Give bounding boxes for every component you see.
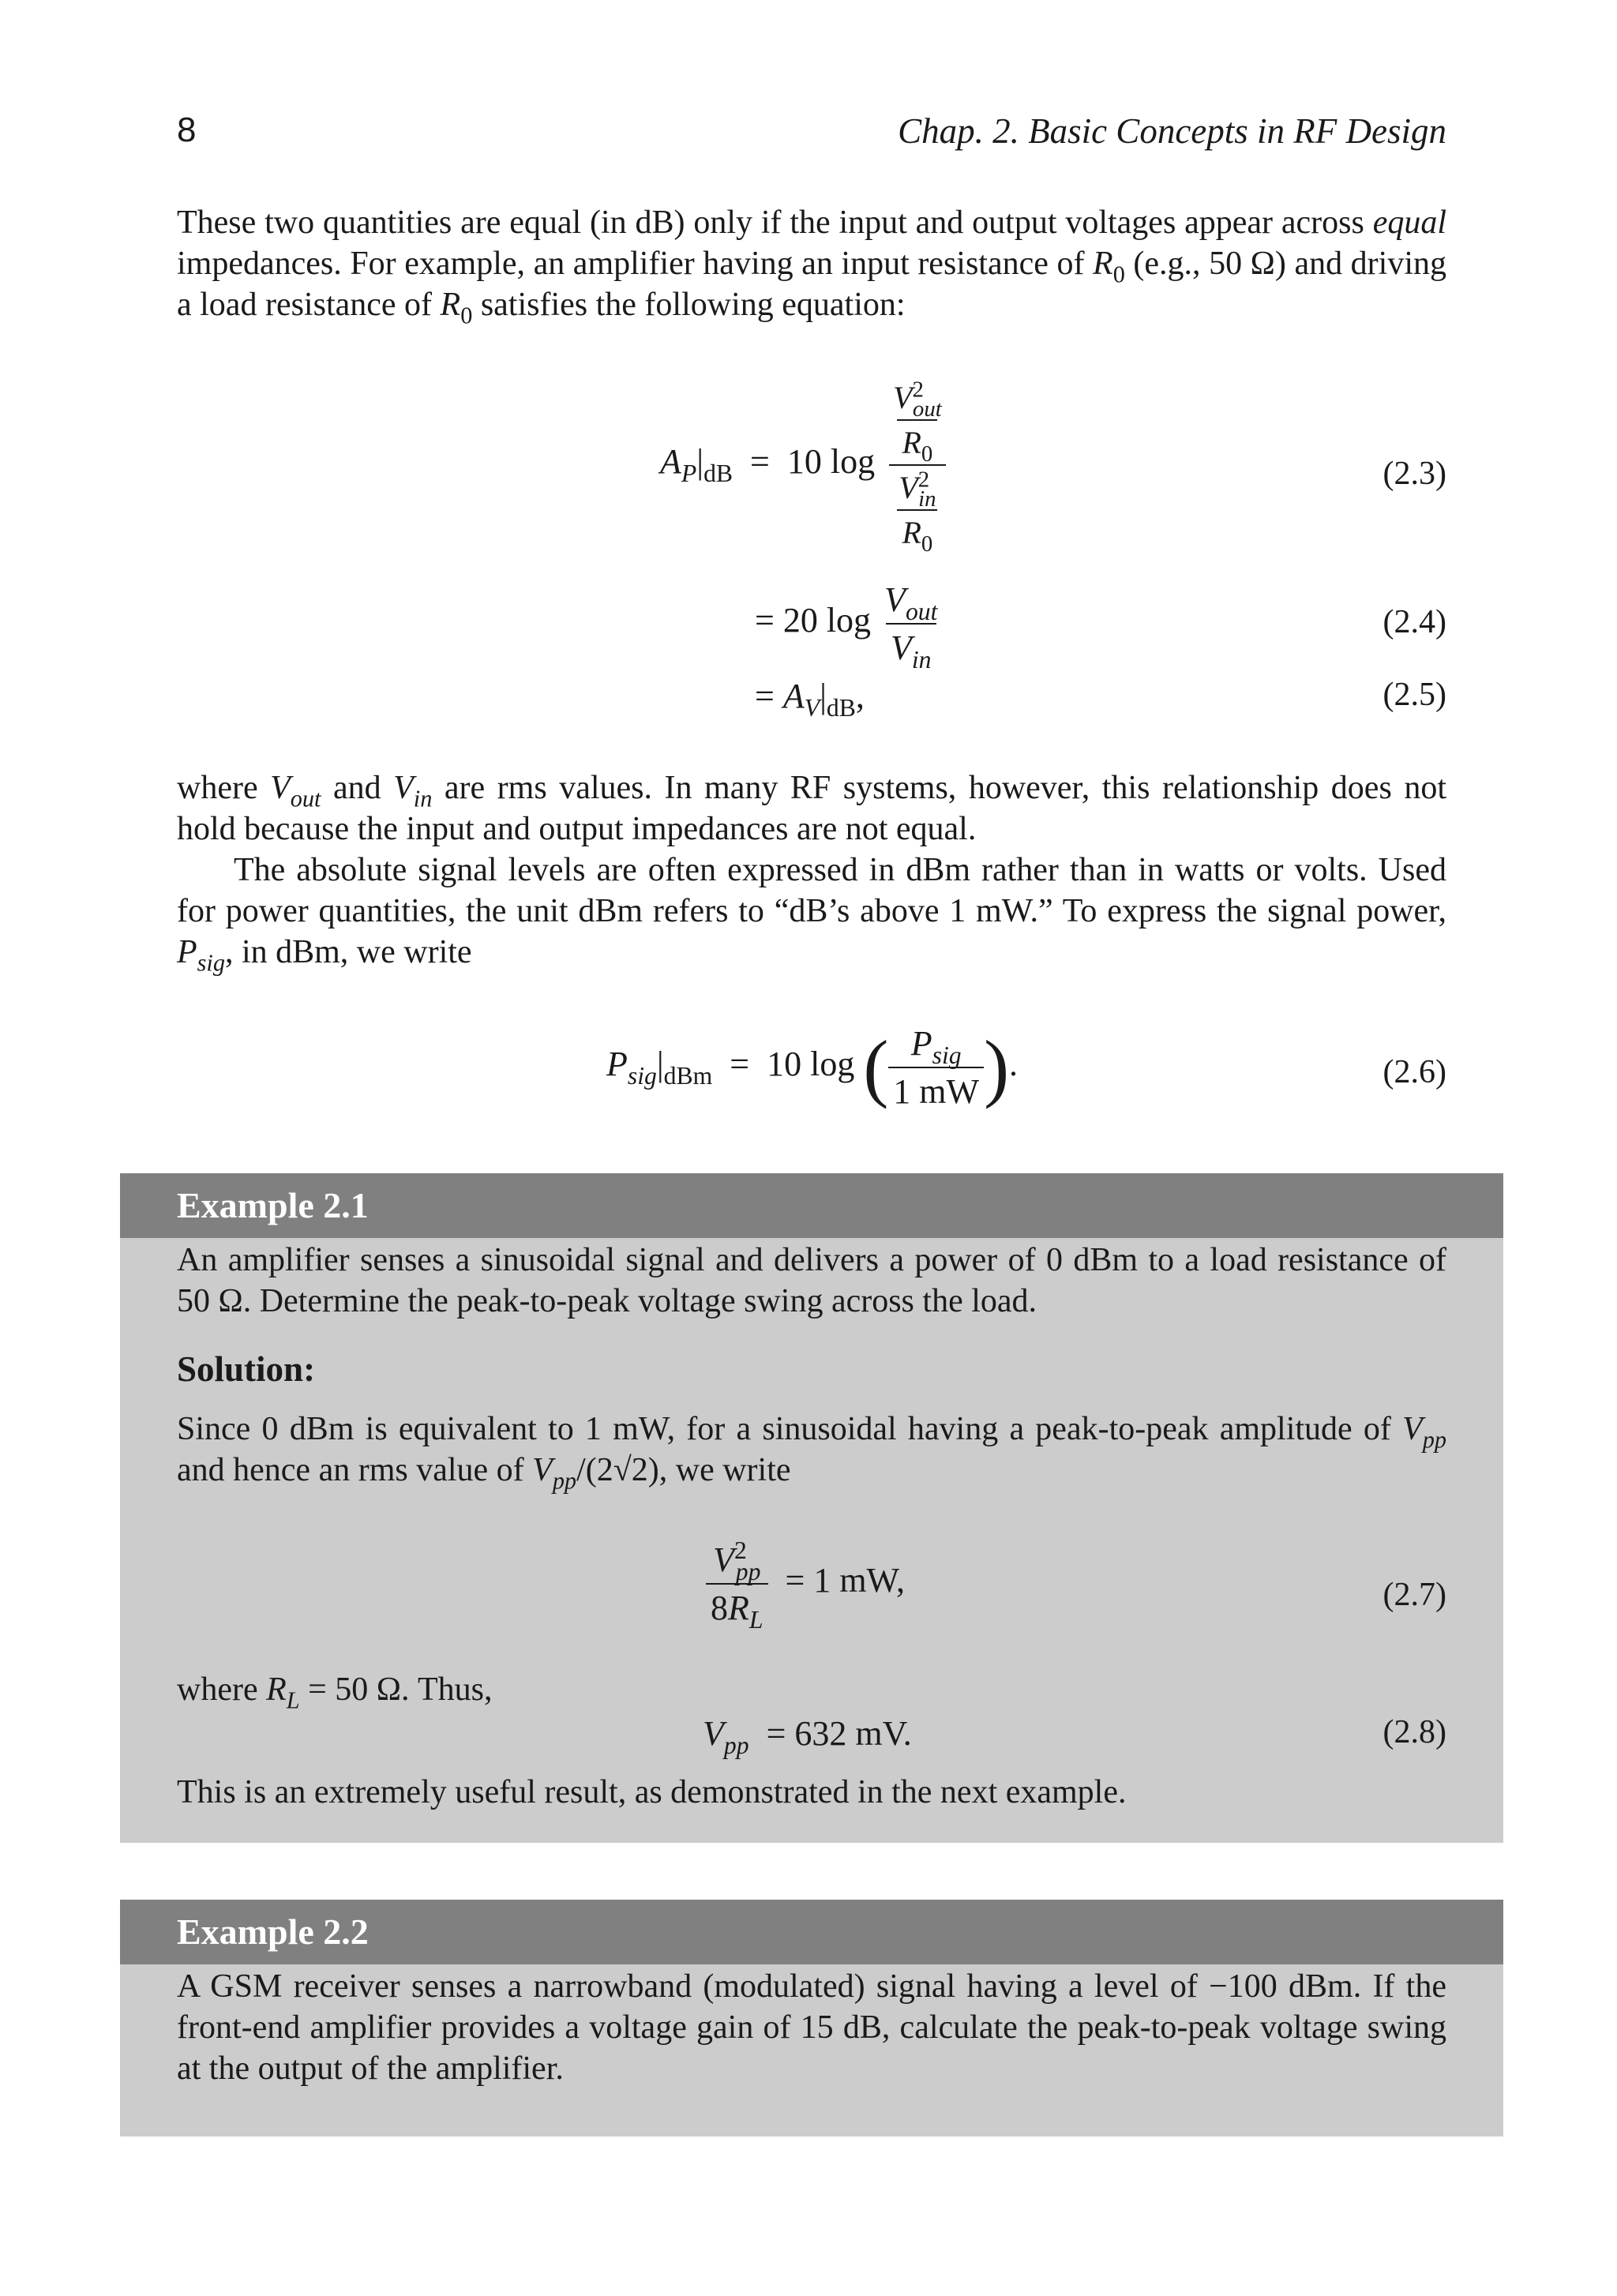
where-rl-text: where $R_L = 50$ Ω. Thus,	[177, 1671, 493, 1714]
page-number: 8	[177, 111, 197, 149]
body-paragraph-rms: where $V_{out}$ and $V_{in}$ are rms values. In many RF systems, however, this relationship does not hold because the input and output impedances are not equal. The absolute signal levels are often expressed in dBm rather than in watts or volts. Used for power quantities, the unit dBm refers to “dB’s above 1 mW.” To express the signal power, $P_{sig}$, in dBm, we write	[177, 770, 1446, 977]
equation-2-3: $A_P|_{dB} = 10$ log $\frac{\frac{V^2_{out}}{R_0}}{\frac{V^2_{in}}{R_0}}$	[660, 379, 951, 551]
running-header: Chap. 2. Basic Concepts in RF Design	[898, 111, 1446, 151]
solution-text: Since 0 dBm is equivalent to 1 mW, for a sinusoidal having a peak-to-peak amplitude of $V_{pp}$ and hence an rms value of $V_{pp}/(2√2)$, we write	[177, 1411, 1446, 1495]
equation-number-2-4: (2.4)	[1383, 604, 1446, 640]
intro-line3b: satisfies the following equation:	[472, 287, 906, 323]
equation-number-2-5: (2.5)	[1383, 677, 1446, 713]
example-2-1-problem: An amplifier senses a sinusoidal signal and delivers a power of 0 dBm to a load resistance of 50 Ω. Determine the peak-to-peak voltage swing across the load.	[177, 1242, 1446, 1319]
intro-equal-word: equal	[1372, 204, 1446, 241]
example-2-2-box	[120, 1900, 1503, 2137]
intro-line1: These two quantities are equal (in dB) only if the input and output voltages appear across	[177, 204, 1364, 241]
equation-number-2-3: (2.3)	[1383, 456, 1446, 492]
intro-paragraph: These two quantities are equal (in dB) only if the input and output voltages appear across equal impedances. For example, an amplifier having an input resistance of $R_0$ (e.g., 50 Ω) and driving a load resistance of $R_0$ satisfies the following equation:	[177, 204, 1447, 329]
intro-line3a: and driving a load resistance of	[177, 246, 1447, 323]
equation-2-5: = $A_V|_{dB}$,	[755, 677, 865, 722]
equation-2-8: $V_{pp} = 632$ mV.	[703, 1714, 912, 1760]
solution-label: Solution:	[177, 1349, 316, 1389]
example-2-2-title: Example 2.2	[120, 1900, 1503, 1964]
example-2-1-conclusion: This is an extremely useful result, as demonstrated in the next example.	[177, 1774, 1127, 1810]
equation-2-4: = 20 log $\frac{V_{out}}{V_{in}}$	[755, 580, 938, 674]
intro-r0-example: (e.g., 50 Ω)	[1124, 246, 1286, 282]
equation-number-2-6: (2.6)	[1383, 1054, 1446, 1090]
equation-2-6: $P_{sig}|_{dBm} = 10$ log ( $\frac{P_{sig}}{1 mW}$ ).	[606, 1024, 1019, 1111]
example-2-2-problem: A GSM receiver senses a narrowband (modulated) signal having a level of −100 dBm. If the front-end amplifier provides a voltage gain of 15 dB, calculate the peak-to-peak voltage swing at the output of the amplifier.	[177, 1968, 1446, 2087]
example-2-1-title: Example 2.1	[120, 1173, 1503, 1238]
intro-line2: impedances. For example, an amplifier having an input resistance of	[177, 246, 1094, 282]
equation-2-7: $\frac{V^2_{pp}}{8R_L}$ = 1 mW,	[706, 1540, 905, 1628]
equation-number-2-7: (2.7)	[1383, 1577, 1446, 1613]
equation-number-2-8: (2.8)	[1383, 1714, 1446, 1750]
